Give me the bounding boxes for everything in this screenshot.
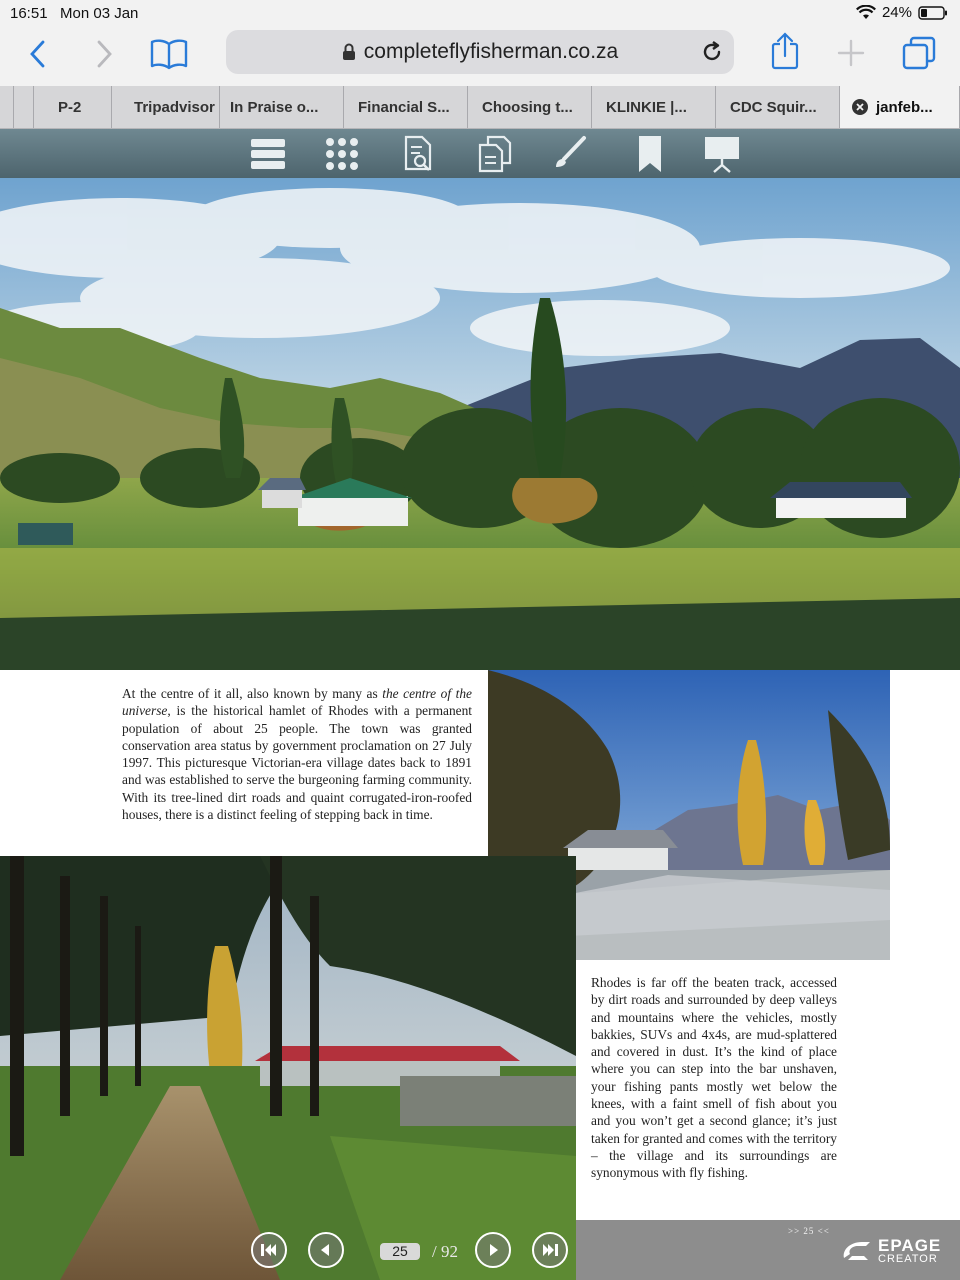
- status-date: Mon 03 Jan: [60, 5, 139, 22]
- tab-8[interactable]: [592, 86, 716, 128]
- thumbnails-icon[interactable]: [322, 135, 362, 173]
- new-tab-icon[interactable]: [836, 38, 866, 68]
- tab-label: CDC Squir...: [730, 98, 817, 116]
- bookmarks-icon[interactable]: [150, 38, 188, 70]
- tab-4[interactable]: [112, 86, 220, 128]
- epage-logo-icon: [840, 1238, 874, 1262]
- bookmark-icon[interactable]: [630, 135, 670, 173]
- article-text-block-2: [576, 960, 960, 1220]
- forward-icon[interactable]: [94, 40, 114, 68]
- brand-subtitle: CREATOR: [878, 1253, 938, 1265]
- tab-label: janfeb...: [876, 98, 933, 116]
- tab-2[interactable]: [14, 86, 34, 128]
- status-indicators: [856, 4, 948, 21]
- page-folio: >> 25 <<: [788, 1226, 830, 1236]
- copy-pages-icon[interactable]: [474, 135, 514, 173]
- tab-label: KLINKIE |...: [606, 98, 687, 116]
- table-of-contents-icon[interactable]: [248, 135, 288, 173]
- tab-label: P-2: [58, 98, 82, 116]
- lock-icon: [342, 43, 356, 61]
- brush-icon[interactable]: [550, 135, 590, 173]
- tab-label: Choosing t...: [482, 98, 573, 116]
- tab-6[interactable]: [344, 86, 468, 128]
- tab-label: Tripadvisor: [134, 98, 215, 116]
- last-page-icon: [534, 1234, 566, 1266]
- battery-icon: [918, 6, 948, 20]
- presentation-icon[interactable]: [702, 135, 742, 173]
- tab-9[interactable]: [716, 86, 840, 128]
- reload-icon[interactable]: [700, 40, 724, 64]
- last-page-button[interactable]: [532, 1232, 568, 1268]
- next-page-button[interactable]: [475, 1232, 511, 1268]
- previous-page-button[interactable]: [308, 1232, 344, 1268]
- next-icon: [477, 1234, 509, 1266]
- tab-label: In Praise o...: [230, 98, 319, 116]
- brand-name: EPAGE: [878, 1236, 942, 1255]
- tab-bar: [0, 86, 960, 129]
- back-icon[interactable]: [28, 40, 48, 68]
- tab-active[interactable]: [840, 86, 960, 128]
- status-bar: [0, 0, 960, 28]
- wifi-icon: [856, 5, 876, 21]
- previous-icon: [310, 1234, 342, 1266]
- article-text-block-1: [0, 670, 488, 856]
- page-number-input[interactable]: 25: [380, 1243, 420, 1260]
- address-bar[interactable]: [226, 30, 734, 74]
- tab-1[interactable]: [0, 86, 14, 128]
- browser-toolbar: [0, 28, 960, 86]
- close-tab-icon[interactable]: [852, 99, 868, 115]
- dirt-road-photo: [0, 856, 576, 1280]
- status-time: 16:51: [10, 5, 48, 22]
- landscape-photo: [0, 178, 960, 670]
- tab-3[interactable]: [34, 86, 112, 128]
- battery-percent: 24%: [881, 4, 912, 21]
- article-paragraph-1: At the centre of it all, also known by many as the centre of the universe, is the historical hamlet of Rhodes with a permanent population of about 25 people. The town was granted conservation area status by government proclamation on 27 July 1997. This picturesque Victorian-era village dates back to 1891 and was established to serve the burgeoning farming community. With its tree-lined dirt roads and quaint corrugated-iron-roofed houses, there is a distinct feeling of stepping back in time.: [122, 686, 472, 823]
- viewer-toolbar: [0, 129, 960, 178]
- article-paragraph-2: Rhodes is far off the beaten track, accessed by dirt roads and surrounded by deep valleys and mountains where the vehicles, mostly bakkies, SUVs and 4x4s, are mud-splattered and covered in dust. It’s the kind of place where you can step into the bar unshaven, your fishing pants mostly wet below the knees, with a faint smell of fish about you and you won’t get a second glance; it’s just taken for granted and comes with the territory – the village and its surroundings are synonymous with fly fishing.: [591, 975, 837, 1181]
- tabs-overview-icon[interactable]: [902, 36, 936, 70]
- first-page-button[interactable]: [251, 1232, 287, 1268]
- page-total: / 92: [432, 1242, 458, 1261]
- page-margin: [890, 670, 960, 960]
- first-page-icon: [253, 1234, 285, 1266]
- tab-7[interactable]: [468, 86, 592, 128]
- search-document-icon[interactable]: [398, 135, 438, 173]
- tab-label: Financial S...: [358, 98, 450, 116]
- page-footer: [576, 1220, 960, 1280]
- tab-5[interactable]: [220, 86, 344, 128]
- url-text: completeflyfisherman.co.za: [363, 40, 619, 63]
- share-icon[interactable]: [770, 32, 800, 70]
